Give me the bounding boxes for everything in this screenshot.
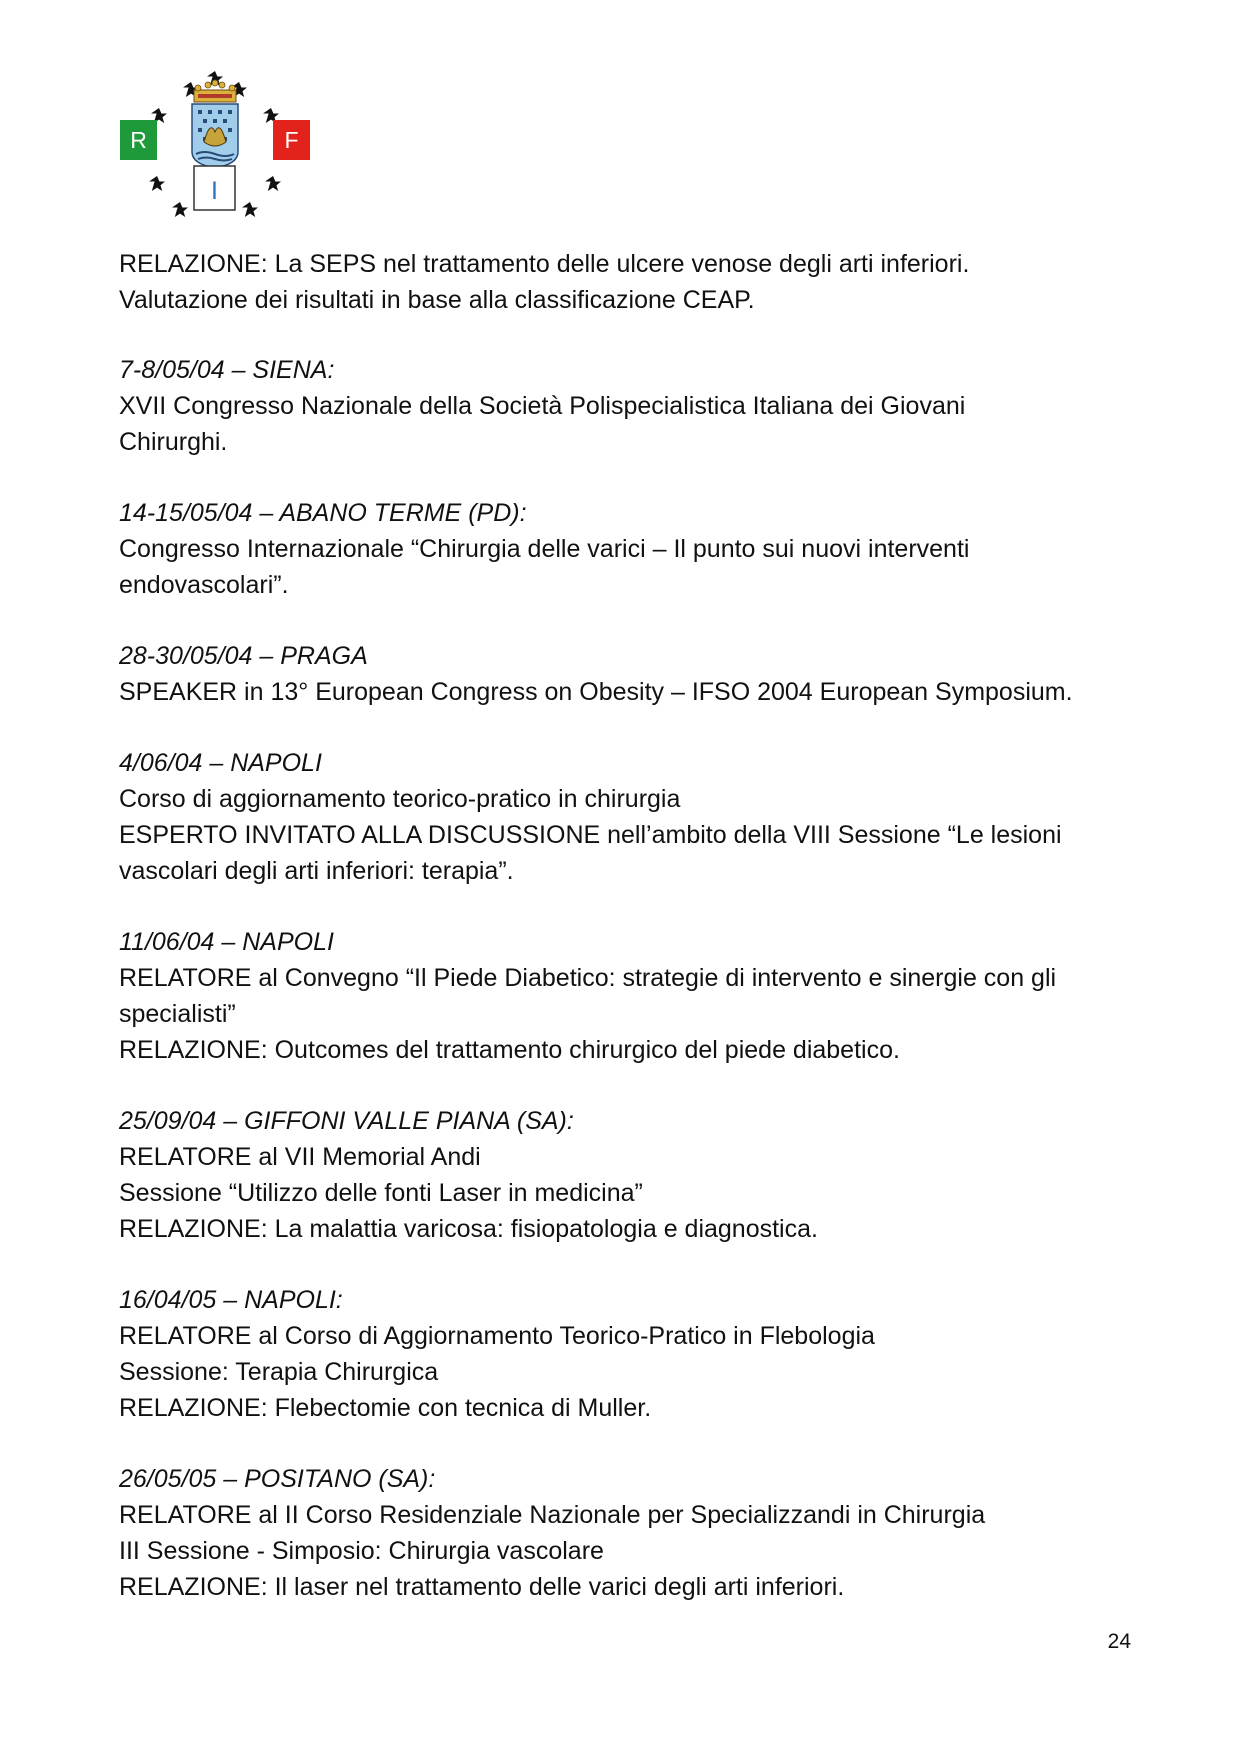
text-line: Valutazione dei risultati in base alla classificazione CEAP. — [119, 286, 755, 314]
page-number: 24 — [1107, 1630, 1131, 1653]
text-line: endovascolari”. — [119, 571, 289, 599]
logo-letter-f: F — [284, 127, 299, 153]
event-entry — [119, 1282, 1129, 1426]
event-heading: 16/04/05 – NAPOLI: — [119, 1286, 343, 1314]
event-heading: 25/09/04 – GIFFONI VALLE PIANA (SA): — [119, 1107, 574, 1135]
event-entry — [119, 1103, 1129, 1247]
text-line: RELAZIONE: Flebectomie con tecnica di Muller. — [119, 1394, 652, 1422]
event-entry — [119, 352, 1129, 460]
event-heading: 14-15/05/04 – ABANO TERME (PD): — [119, 499, 527, 527]
logo-letter-r: R — [130, 127, 147, 153]
event-entry — [119, 638, 1129, 710]
text-line: vascolari degli arti inferiori: terapia”. — [119, 857, 514, 885]
text-line: ESPERTO INVITATO ALLA DISCUSSIONE nell’ambito della VIII Sessione “Le lesioni — [119, 821, 1062, 849]
text-line: RELATORE al Corso di Aggiornamento Teorico-Pratico in Flebologia — [119, 1322, 875, 1350]
event-heading: 4/06/04 – NAPOLI — [119, 749, 322, 777]
text-line: RELAZIONE: La SEPS nel trattamento delle ulcere venose degli arti inferiori. — [119, 250, 970, 278]
rfi-emblem-icon — [118, 70, 312, 232]
text-line: Congresso Internazionale “Chirurgia delle varici – Il punto sui nuovi interventi — [119, 535, 970, 563]
text-line: SPEAKER in 13° European Congress on Obesity – IFSO 2004 European Symposium. — [119, 678, 1073, 706]
text-line: III Sessione - Simposio: Chirurgia vascolare — [119, 1537, 604, 1565]
text-line: RELATORE al Convegno “Il Piede Diabetico: strategie di intervento e sinergie con gli — [119, 964, 1057, 992]
crown-icon — [194, 80, 236, 102]
text-line: RELAZIONE: La malattia varicosa: fisiopatologia e diagnostica. — [119, 1215, 818, 1243]
text-line: XVII Congresso Nazionale della Società Polispecialistica Italiana dei Giovani — [119, 392, 966, 420]
text-line: Sessione “Utilizzo delle fonti Laser in medicina” — [119, 1179, 643, 1207]
text-line: RELATORE al VII Memorial Andi — [119, 1143, 481, 1171]
intro-block — [119, 246, 1129, 318]
document-body — [119, 246, 1129, 1640]
event-entry — [119, 745, 1129, 889]
event-heading: 28-30/05/04 – PRAGA — [119, 642, 368, 670]
event-heading: 11/06/04 – NAPOLI — [119, 928, 334, 956]
text-line: RELAZIONE: Il laser nel trattamento delle varici degli arti inferiori. — [119, 1573, 845, 1601]
event-heading: 26/05/05 – POSITANO (SA): — [119, 1465, 436, 1493]
event-entry — [119, 495, 1129, 603]
text-line: Sessione: Terapia Chirurgica — [119, 1358, 439, 1386]
text-line: Chirurghi. — [119, 428, 228, 456]
text-line: Corso di aggiornamento teorico-pratico in chirurgia — [119, 785, 681, 813]
logo-letter-i: I — [211, 177, 218, 205]
text-line: RELAZIONE: Outcomes del trattamento chirurgico del piede diabetico. — [119, 1036, 900, 1064]
text-line: RELATORE al II Corso Residenziale Nazionale per Specializzandi in Chirurgia — [119, 1501, 986, 1529]
shield-icon — [192, 104, 238, 168]
text-line: specialisti” — [119, 1000, 236, 1028]
event-entry — [119, 924, 1129, 1068]
event-entry — [119, 1461, 1129, 1605]
rfi-logo — [118, 70, 312, 232]
event-heading: 7-8/05/04 – SIENA: — [119, 356, 335, 384]
